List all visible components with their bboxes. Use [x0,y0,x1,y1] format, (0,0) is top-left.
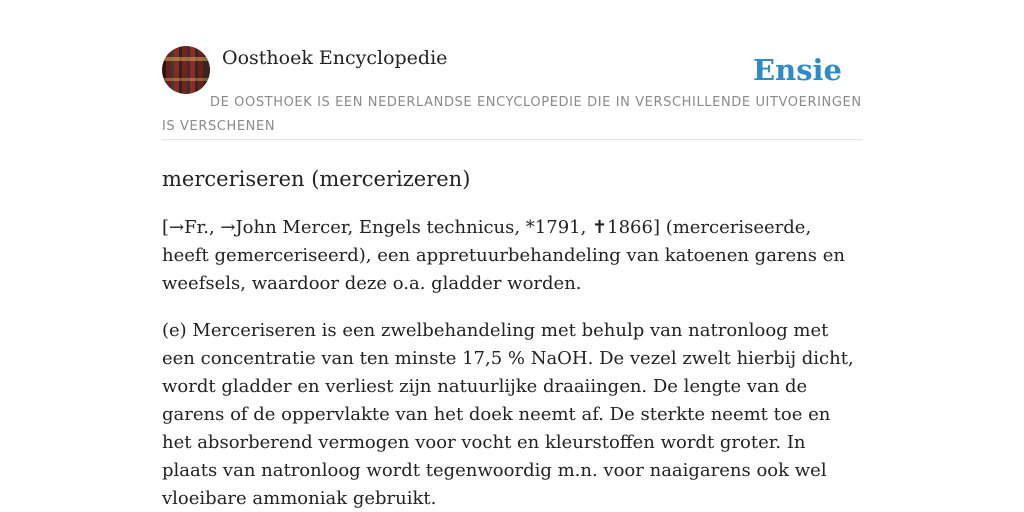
site-title[interactable]: Oosthoek Encyclopedie [222,47,448,69]
entry-title: merceriseren (mercerizeren) [162,167,471,191]
entry-content [162,164,862,512]
site-header [162,46,862,140]
brand-logo[interactable]: Ensie [753,53,842,87]
site-tagline: DE OOSTHOEK IS EEN NEDERLANDSE ENCYCLOPEDIE DIE IN VERSCHILLENDE UITVOERINGEN IS VERSCHENEN [162,95,862,134]
encyclopedia-books-icon[interactable] [162,46,210,94]
entry-paragraph-etymology: [→Fr., →John Mercer, Engels technicus, *1791, ✝1866] (merceriseerde, heeft gemerceriseerd), een appretuurbehandeling van katoenen garens en weefsels, waardoor deze o.a. gladder worden. [162,217,845,294]
entry-paragraph-description: (e) Merceriseren is een zwelbehandeling met behulp van natronloog met een concentratie van ten minste 17,5 % NaOH. De vezel zwelt hierbij dicht, wordt gladder en verliest zijn natuurlijke draaiingen. De lengte van de garens of de oppervlakte van het doek neemt af. De sterkte neemt toe en het absorberend vermogen voor vocht en kleurstoffen wordt groter. In plaats van natronloog wordt tegenwoordig m.n. voor naaigarens ook wel vloeibare ammoniak gebruikt. [162,320,854,509]
